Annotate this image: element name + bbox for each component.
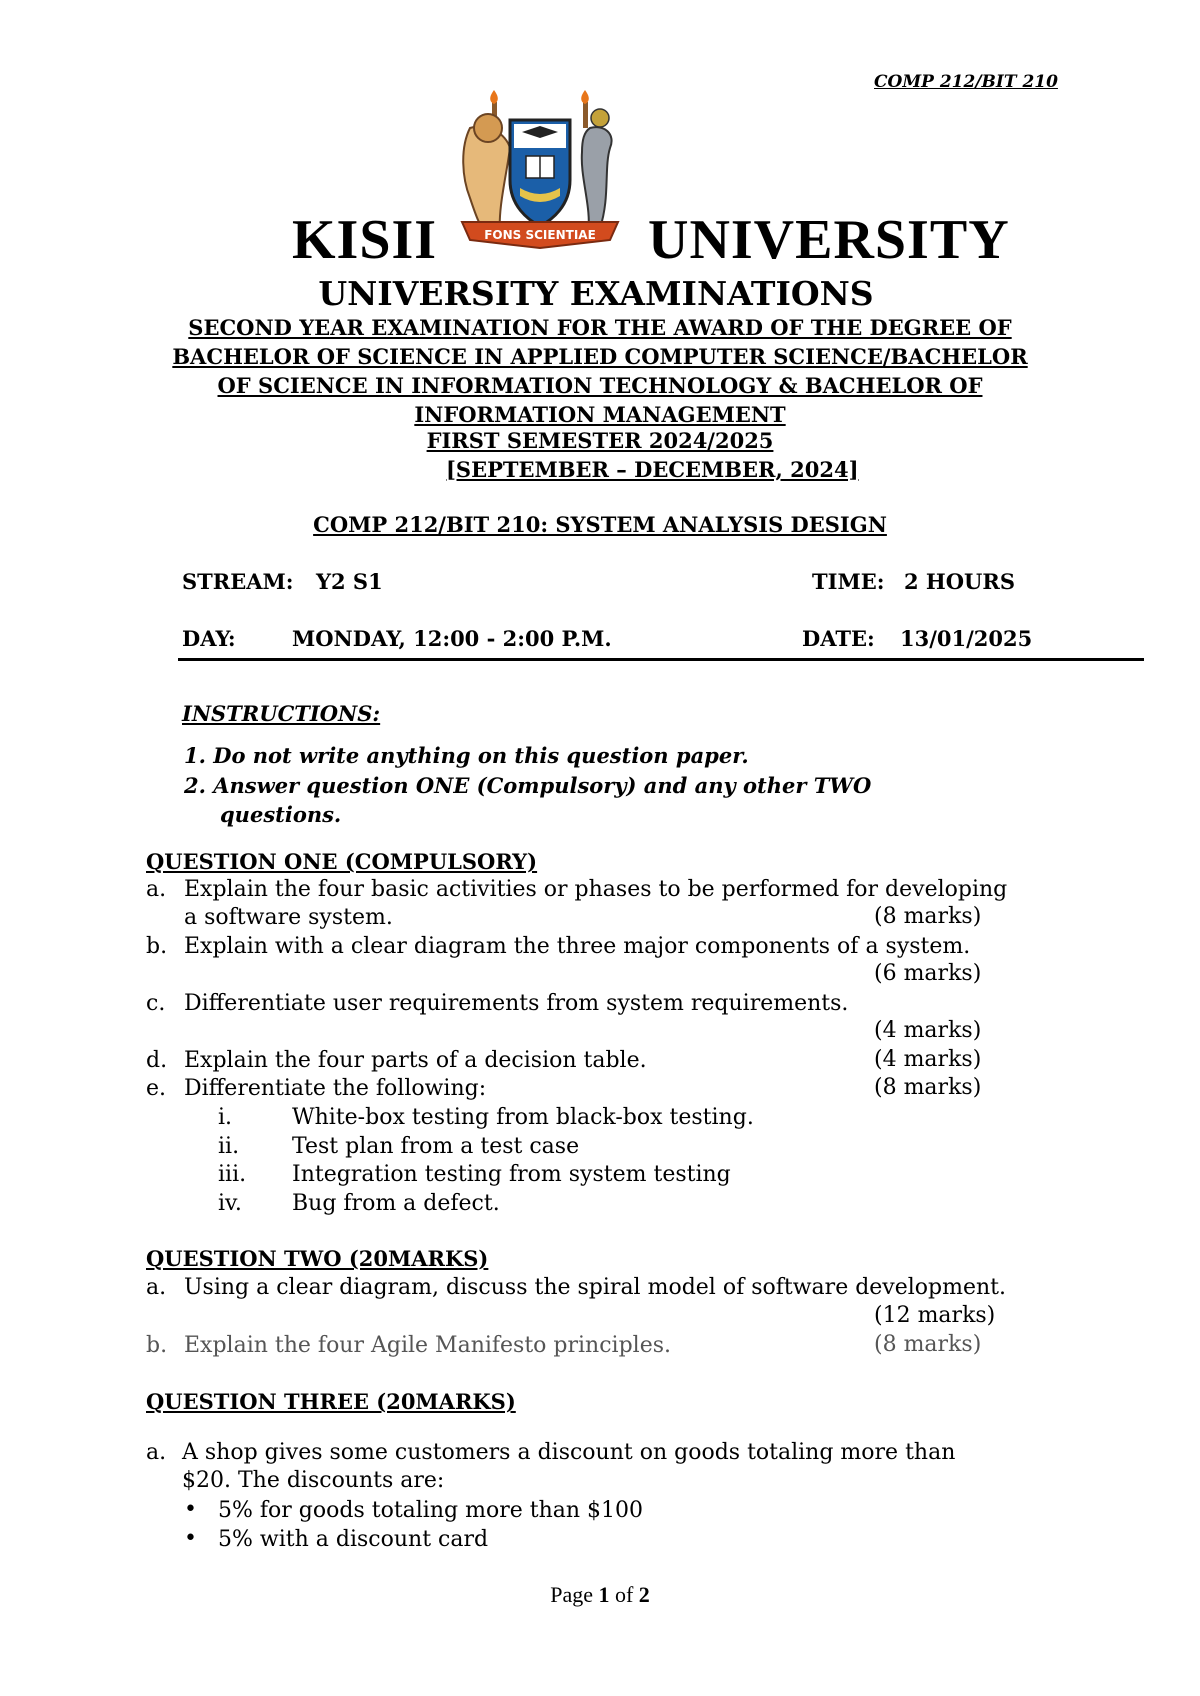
date-value: 13/01/2025 [900, 626, 1033, 651]
footer-page-num: 1 [598, 1582, 610, 1607]
degree-description [140, 313, 1060, 429]
q1-e-sub-num: iv. [218, 1191, 242, 1216]
q1-e-sub-text: Integration testing from system testing [292, 1162, 731, 1187]
q2-b-label: b. [146, 1333, 168, 1358]
q3-a-text: A shop gives some customers a discount on goods totaling more than [182, 1440, 956, 1465]
degree-line: OF SCIENCE IN INFORMATION TECHNOLOGY & BACHELOR OF [217, 373, 983, 398]
q1-b-label: b. [146, 934, 168, 959]
q1-e-sub-num: ii. [218, 1134, 240, 1159]
question-two-heading: QUESTION TWO (20MARKS) [146, 1246, 489, 1271]
degree-line: BACHELOR OF SCIENCE IN APPLIED COMPUTER SCIENCE/BACHELOR [172, 344, 1028, 369]
q2-a-text: Using a clear diagram, discuss the spiral model of software development. [184, 1275, 1007, 1300]
unit-title: COMP 212/BIT 210: SYSTEM ANALYSIS DESIGN [313, 512, 887, 537]
footer-page-total: 2 [638, 1582, 650, 1607]
q1-a-label: a. [146, 877, 167, 902]
time-value: 2 HOURS [904, 569, 1015, 594]
q3-bullet-item: 5% for goods totaling more than $100 [218, 1498, 644, 1523]
svg-text:FONS SCIENTIAE: FONS SCIENTIAE [484, 228, 596, 242]
q2-a-label: a. [146, 1275, 167, 1300]
day-label: DAY: [182, 626, 236, 651]
q1-c-marks: (4 marks) [874, 1018, 982, 1043]
instruction-item: 1. Do not write anything on this question paper. [184, 743, 749, 768]
question-three-heading: QUESTION THREE (20MARKS) [146, 1389, 516, 1414]
degree-line: INFORMATION MANAGEMENT [414, 402, 786, 427]
exam-period: [SEPTEMBER – DECEMBER, 2024] [446, 457, 859, 482]
header-divider [178, 658, 1144, 661]
q1-d-label: d. [146, 1048, 168, 1073]
q3-a-label: a. [146, 1440, 167, 1465]
university-name-right: UNIVERSITY [648, 209, 1010, 271]
stream-value: Y2 S1 [316, 569, 383, 594]
day-value: MONDAY, 12:00 - 2:00 P.M. [292, 626, 612, 651]
bullet-icon: • [184, 1497, 197, 1522]
date-label: DATE: [802, 626, 875, 651]
instructions-title: INSTRUCTIONS: [182, 701, 381, 726]
q1-e-sub-text: White-box testing from black-box testing. [292, 1105, 754, 1130]
q1-e-sub-text: Bug from a defect. [292, 1191, 500, 1216]
q1-a-text-cont: a software system. [184, 905, 393, 930]
q1-e-sub-num: i. [218, 1105, 233, 1130]
q1-e-marks: (8 marks) [874, 1075, 982, 1100]
instruction-item: questions. [220, 802, 342, 827]
q1-b-text: Explain with a clear diagram the three major components of a system. [184, 934, 971, 959]
q2-b-marks: (8 marks) [874, 1332, 982, 1357]
q1-a-marks: (8 marks) [874, 904, 982, 929]
exams-title: UNIVERSITY EXAMINATIONS [318, 274, 874, 313]
q1-d-marks: (4 marks) [874, 1047, 982, 1072]
q3-bullet-item: 5% with a discount card [218, 1527, 489, 1552]
q1-b-marks: (6 marks) [874, 961, 982, 986]
time-label: TIME: [812, 569, 885, 594]
q1-d-text: Explain the four parts of a decision table. [184, 1048, 647, 1073]
page-footer [0, 1582, 1200, 1608]
instruction-item: 2. Answer question ONE (Compulsory) and any other TWO [184, 773, 872, 798]
footer-page-word: Page [550, 1582, 593, 1607]
question-one-heading: QUESTION ONE (COMPULSORY) [146, 849, 538, 874]
degree-line: SECOND YEAR EXAMINATION FOR THE AWARD OF THE DEGREE OF [188, 315, 1012, 340]
q1-e-label: e. [146, 1076, 167, 1101]
footer-of-word: of [614, 1582, 634, 1607]
q2-a-marks: (12 marks) [874, 1303, 996, 1328]
bullet-icon: • [184, 1526, 197, 1551]
semester: FIRST SEMESTER 2024/2025 [426, 428, 774, 453]
q2-b-text: Explain the four Agile Manifesto principles. [184, 1333, 672, 1358]
q1-e-sub-text: Test plan from a test case [292, 1134, 580, 1159]
university-crest-logo [440, 88, 640, 258]
q1-e-sub-num: iii. [218, 1162, 247, 1187]
stream-label: STREAM: [182, 569, 294, 594]
university-name-left: KISII [292, 209, 438, 271]
q3-a-text-cont: $20. The discounts are: [182, 1468, 445, 1493]
q1-e-text: Differentiate the following: [184, 1076, 487, 1101]
q1-c-label: c. [146, 991, 166, 1016]
q1-c-text: Differentiate user requirements from system requirements. [184, 991, 849, 1016]
course-code: COMP 212/BIT 210 [874, 72, 1058, 92]
q1-a-text: Explain the four basic activities or phases to be performed for developing [184, 877, 1008, 902]
